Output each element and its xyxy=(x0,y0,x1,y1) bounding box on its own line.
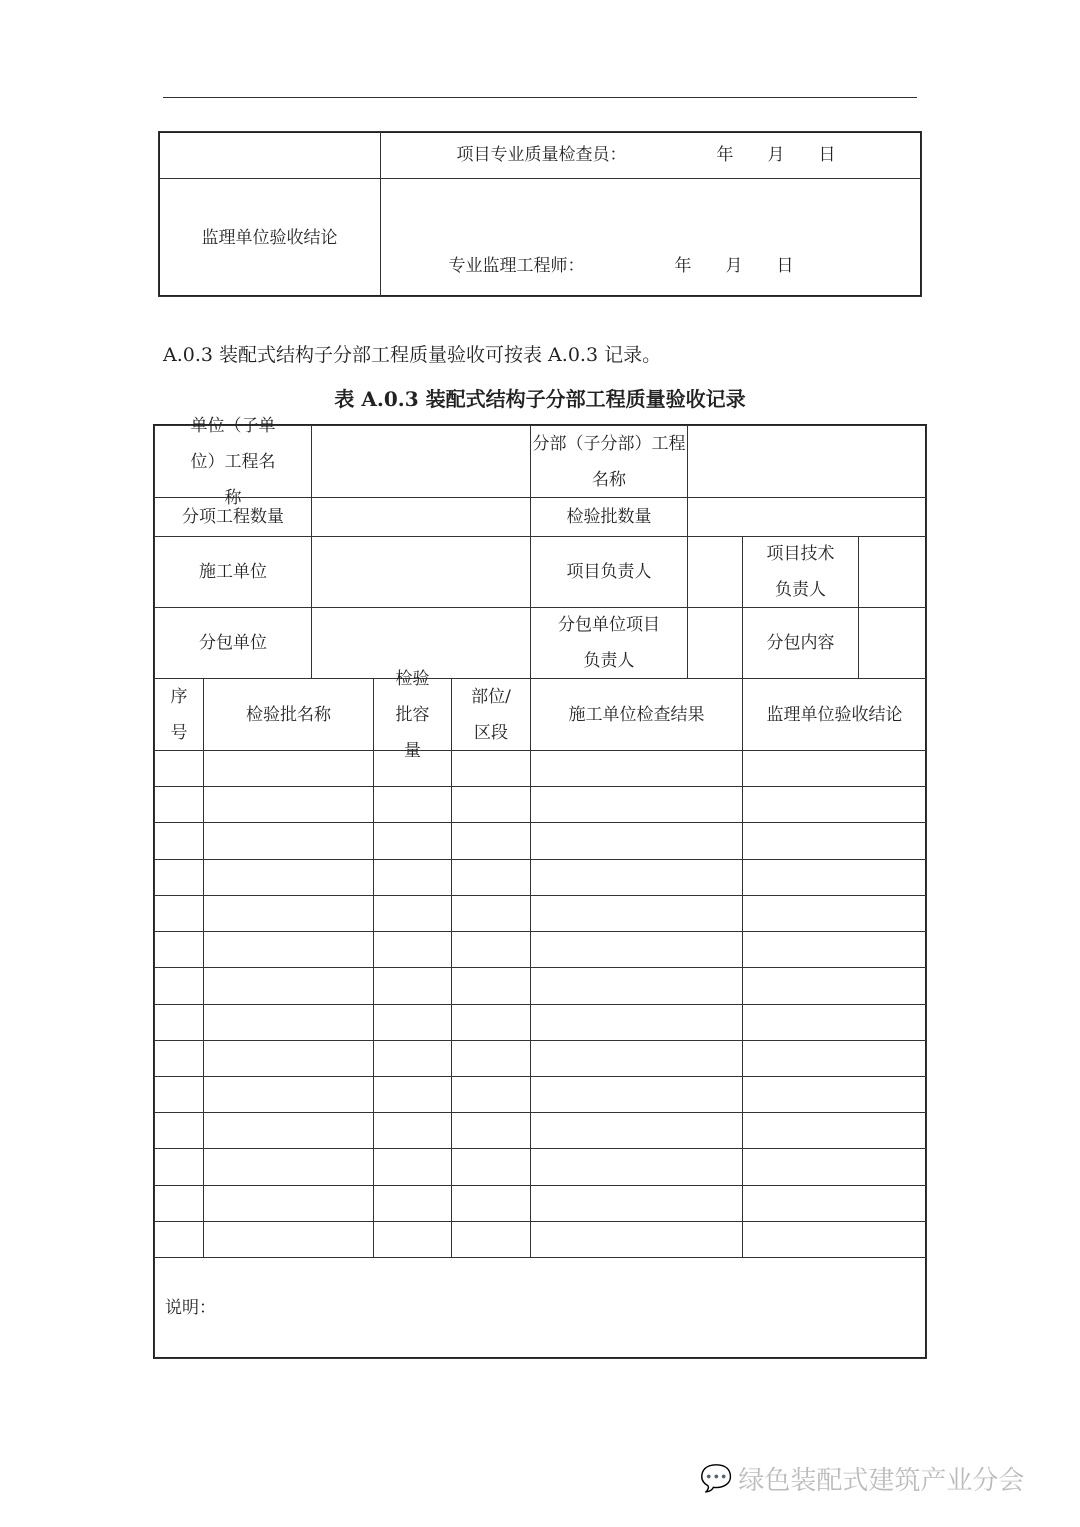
item-count-label-text: 分项工程数量 xyxy=(182,507,284,527)
unit-name-label xyxy=(154,415,312,508)
sub-lead-label-text: 分包单位项目负责人 xyxy=(558,615,660,671)
table-cell[interactable] xyxy=(373,1185,452,1222)
column-header xyxy=(373,668,452,761)
table-cell[interactable] xyxy=(451,1112,531,1149)
unit-name-field[interactable] xyxy=(311,425,531,498)
contractor-label xyxy=(154,536,312,608)
column-header xyxy=(451,678,531,751)
column-header-text: 检验批名称 xyxy=(246,704,331,725)
item-count-field[interactable] xyxy=(311,497,531,537)
table-cell[interactable] xyxy=(530,750,743,787)
column-header-text: 施工单位检查结果 xyxy=(568,704,705,725)
table-cell[interactable] xyxy=(154,786,204,823)
table-cell[interactable] xyxy=(530,1112,743,1149)
sub-lead-label xyxy=(530,607,688,679)
table-cell[interactable] xyxy=(154,1040,204,1077)
subcontractor-label-text: 分包单位 xyxy=(199,633,267,653)
table-cell[interactable] xyxy=(373,1148,452,1186)
header-rule xyxy=(163,97,917,98)
sub-content-label xyxy=(742,607,859,679)
table-cell[interactable] xyxy=(154,859,204,896)
table-cell[interactable] xyxy=(530,822,743,860)
table-cell[interactable] xyxy=(203,859,374,896)
column-header-text: 部位/区段 xyxy=(471,686,511,743)
table-cell[interactable] xyxy=(742,1004,927,1041)
table-cell[interactable] xyxy=(373,1112,452,1149)
date-label: 年 月 日 xyxy=(716,145,836,165)
column-header xyxy=(742,678,927,751)
column-header-text: 序号 xyxy=(170,686,188,743)
table-cell[interactable] xyxy=(203,1148,374,1186)
column-header xyxy=(203,678,374,751)
inspector-label: 项目专业质量检查员： xyxy=(456,145,627,165)
table-cell[interactable] xyxy=(530,1076,743,1113)
sub-lead-field[interactable] xyxy=(687,607,743,679)
table-cell[interactable] xyxy=(530,1221,743,1258)
watermark xyxy=(700,1460,1024,1497)
table-cell[interactable] xyxy=(530,931,743,968)
column-header xyxy=(154,678,204,751)
table-cell[interactable] xyxy=(451,786,531,823)
table-cell[interactable] xyxy=(203,1004,374,1041)
table-cell[interactable] xyxy=(742,1076,927,1113)
table-cell[interactable] xyxy=(203,895,374,932)
subunit-name-label xyxy=(530,425,688,498)
table-cell[interactable] xyxy=(530,967,743,1005)
table-cell[interactable] xyxy=(742,859,927,896)
table-cell[interactable] xyxy=(373,931,452,968)
table-cell[interactable] xyxy=(154,822,204,860)
table-cell[interactable] xyxy=(203,1112,374,1149)
table-cell[interactable] xyxy=(203,931,374,968)
table-cell[interactable] xyxy=(203,822,374,860)
table-cell[interactable] xyxy=(154,967,204,1005)
project-lead-label-text: 项目负责人 xyxy=(566,562,652,582)
tech-lead-label xyxy=(742,536,859,608)
table-cell[interactable] xyxy=(451,1076,531,1113)
subcontractor-label xyxy=(154,607,312,679)
table-cell[interactable] xyxy=(373,859,452,896)
project-lead-field[interactable] xyxy=(687,536,743,608)
table-cell[interactable] xyxy=(373,1221,452,1258)
table-cell[interactable] xyxy=(203,750,374,787)
table-cell[interactable] xyxy=(373,822,452,860)
column-header-text: 监理单位验收结论 xyxy=(766,704,903,725)
item-count-label xyxy=(154,497,312,537)
table-cell[interactable] xyxy=(154,895,204,932)
table-cell[interactable] xyxy=(373,1076,452,1113)
table-cell[interactable] xyxy=(742,1148,927,1186)
table-cell[interactable] xyxy=(530,1040,743,1077)
table-cell[interactable] xyxy=(530,895,743,932)
table-cell[interactable] xyxy=(451,895,531,932)
date-label: 年 月 日 xyxy=(674,256,794,276)
table-cell[interactable] xyxy=(451,1004,531,1041)
table-cell[interactable] xyxy=(742,1221,927,1258)
table-cell[interactable] xyxy=(530,786,743,823)
table-cell[interactable] xyxy=(742,1040,927,1077)
supervision-label: 监理单位验收结论 xyxy=(201,227,338,248)
table-cell[interactable] xyxy=(373,967,452,1005)
table-cell[interactable] xyxy=(742,750,927,787)
paragraph: A.0.3 装配式结构子分部工程质量验收可按表 A.0.3 记录。 xyxy=(163,344,662,366)
table-cell[interactable] xyxy=(451,1185,531,1222)
table-cell[interactable] xyxy=(154,1185,204,1222)
table-cell[interactable] xyxy=(203,967,374,1005)
engineer-cell xyxy=(380,178,922,297)
subunit-name-label-text: 分部（子分部）工程名称 xyxy=(532,433,686,490)
table-cell[interactable] xyxy=(373,786,452,823)
batch-count-field[interactable] xyxy=(687,497,927,537)
table-cell[interactable] xyxy=(154,1076,204,1113)
tech-lead-label-text: 项目技术负责人 xyxy=(766,544,835,600)
inspector-cell xyxy=(380,131,922,179)
table-cell[interactable] xyxy=(373,1040,452,1077)
note-cell xyxy=(154,1257,927,1359)
table-cell[interactable] xyxy=(451,1040,531,1077)
table-cell[interactable] xyxy=(742,895,927,932)
table-cell[interactable] xyxy=(154,1112,204,1149)
table-cell[interactable] xyxy=(154,750,204,787)
table-cell[interactable] xyxy=(203,1185,374,1222)
table-cell[interactable] xyxy=(451,822,531,860)
table-cell[interactable] xyxy=(373,895,452,932)
table-cell[interactable] xyxy=(154,1221,204,1258)
wechat-icon: 💬 xyxy=(700,1463,733,1494)
table-cell[interactable] xyxy=(451,750,531,787)
table-cell[interactable] xyxy=(203,1221,374,1258)
subunit-name-field[interactable] xyxy=(687,425,927,498)
table-cell[interactable] xyxy=(530,1185,743,1222)
table-cell[interactable] xyxy=(530,1148,743,1186)
table-cell[interactable] xyxy=(203,1076,374,1113)
table-cell[interactable] xyxy=(451,1221,531,1258)
table-cell[interactable] xyxy=(742,786,927,823)
table-cell[interactable] xyxy=(742,822,927,860)
note-cell-text: 说明： xyxy=(165,1298,216,1318)
unit-name-label-text: 单位（子单位）工程名称 xyxy=(190,415,276,508)
sub-content-field[interactable] xyxy=(858,607,927,679)
table-cell[interactable] xyxy=(742,1185,927,1222)
table-cell[interactable] xyxy=(530,859,743,896)
table-cell[interactable] xyxy=(203,1040,374,1077)
table-cell[interactable] xyxy=(530,1004,743,1041)
table-cell[interactable] xyxy=(373,750,452,787)
project-lead-label xyxy=(530,536,688,608)
table-cell[interactable] xyxy=(451,859,531,896)
table-cell[interactable] xyxy=(742,967,927,1005)
tech-lead-field[interactable] xyxy=(858,536,927,608)
table-cell[interactable] xyxy=(154,1148,204,1186)
supervision-label-cell xyxy=(158,178,381,297)
table-cell[interactable] xyxy=(451,931,531,968)
table-cell[interactable] xyxy=(373,1004,452,1041)
table-title: 表 A.0.3 装配式结构子分部工程质量验收记录 xyxy=(334,387,746,411)
table-cell[interactable] xyxy=(203,786,374,823)
table-cell[interactable] xyxy=(154,931,204,968)
engineer-label: 专业监理工程师： xyxy=(448,256,585,276)
table-cell[interactable] xyxy=(451,967,531,1005)
table-cell[interactable] xyxy=(742,931,927,968)
watermark-text: 绿色装配式建筑产业分会 xyxy=(738,1466,1025,1496)
column-header-text: 检验批容量 xyxy=(395,668,430,761)
contractor-label-text: 施工单位 xyxy=(199,562,267,582)
column-header xyxy=(530,678,743,751)
table-cell[interactable] xyxy=(742,1112,927,1149)
sub-content-label-text: 分包内容 xyxy=(766,633,835,653)
table-cell[interactable] xyxy=(154,1004,204,1041)
contractor-field[interactable] xyxy=(311,536,531,608)
table-cell[interactable] xyxy=(451,1148,531,1186)
batch-count-label-text: 检验批数量 xyxy=(566,507,652,527)
batch-count-label xyxy=(530,497,688,537)
empty-cell xyxy=(158,131,381,179)
